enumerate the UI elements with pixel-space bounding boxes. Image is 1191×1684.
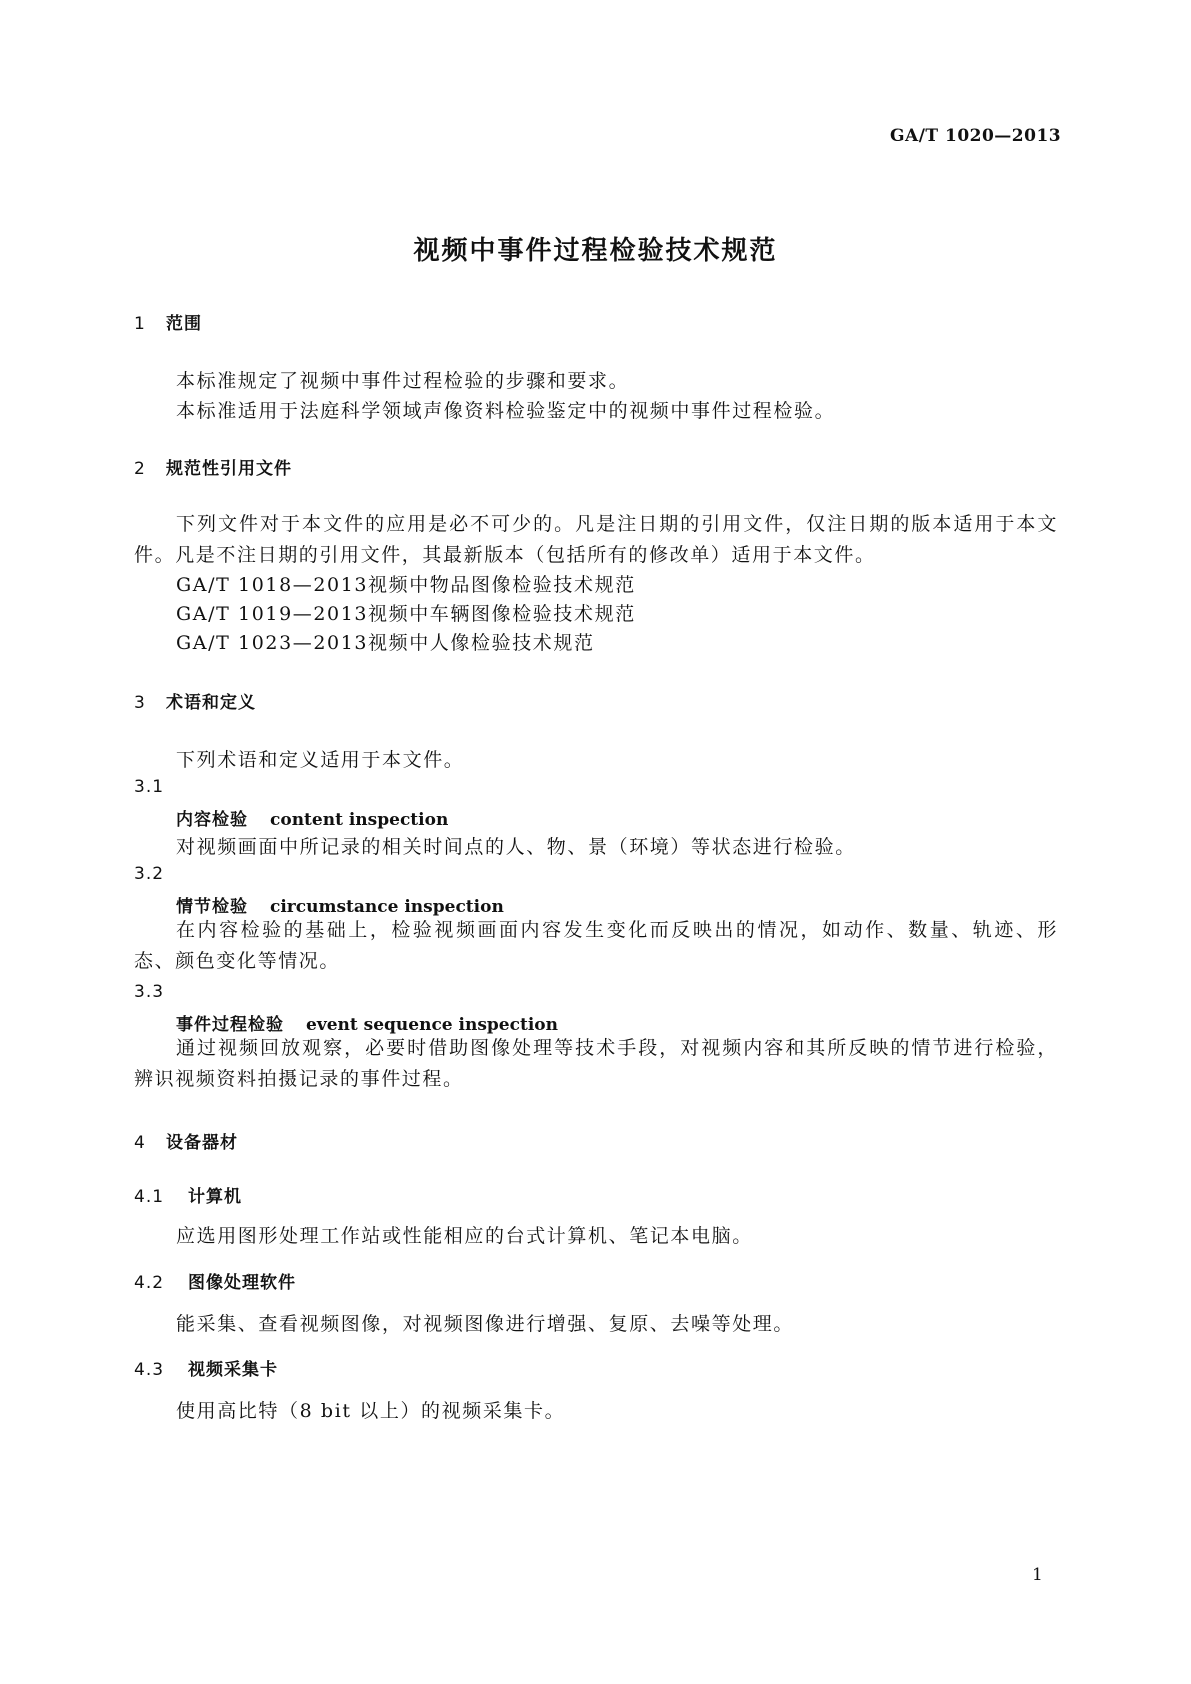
term-en: content inspection [270,810,449,830]
standard-code: GA/T 1020—2013 [890,126,1062,146]
reference-code: GA/T 1023—2013 [176,632,369,654]
term-heading [176,805,448,830]
section-number: 4 [134,1133,146,1153]
section-title: 范围 [166,314,202,334]
term-number: 3.1 [134,777,165,797]
subsection-4-3-heading [134,1355,278,1380]
reference-title: 视频中人像检验技术规范 [368,632,595,654]
term-definition: 对视频画面中所记录的相关时间点的人、物、景（环境）等状态进行检验。 [176,836,856,858]
term-heading [176,892,504,917]
document-title: 视频中事件过程检验技术规范 [413,236,778,266]
section-title: 规范性引用文件 [166,459,292,479]
page-number: 1 [1032,1565,1043,1585]
section-2-heading [134,454,292,479]
paragraph: 下列文件对于本文件的应用是必不可少的。凡是注日期的引用文件，仅注日期的版本适用于本文件。凡是不注日期的引用文件，其最新版本（包括所有的修改单）适用于本文件。 [134,513,1058,566]
term-en: event sequence inspection [306,1015,558,1035]
section-3-heading [134,688,256,713]
term-zh: 内容检验 [176,810,248,830]
term-zh: 事件过程检验 [176,1015,284,1035]
term-definition: 通过视频回放观察，必要时借助图像处理等技术手段，对视频内容和其所反映的情节进行检验，辨识视频资料拍摄记录的事件过程。 [134,1037,1058,1090]
section-number: 2 [134,459,146,479]
term-heading [176,1010,558,1035]
reference-item [176,628,595,655]
subsection-4-1-heading [134,1182,242,1207]
paragraph: 能采集、查看视频图像，对视频图像进行增强、复原、去噪等处理。 [176,1313,795,1335]
reference-item [176,570,636,597]
reference-item [176,599,636,626]
term-number: 3.3 [134,982,165,1002]
paragraph: 下列术语和定义适用于本文件。 [176,749,465,771]
paragraph: 本标准规定了视频中事件过程检验的步骤和要求。 [176,370,630,392]
subsection-title: 计算机 [188,1187,242,1207]
reference-code: GA/T 1019—2013 [176,603,369,625]
reference-title: 视频中物品图像检验技术规范 [368,574,636,596]
term-definition: 在内容检验的基础上，检验视频画面内容发生变化而反映出的情况，如动作、数量、轨迹、形态、颜色变化等情况。 [134,919,1058,972]
subsection-title: 视频采集卡 [188,1360,278,1380]
subsection-number: 4.1 [134,1187,165,1207]
section-title: 设备器材 [166,1133,238,1153]
term-en: circumstance inspection [270,897,504,917]
paragraph: 应选用图形处理工作站或性能相应的台式计算机、笔记本电脑。 [176,1225,753,1247]
subsection-number: 4.2 [134,1273,165,1293]
reference-code: GA/T 1018—2013 [176,574,369,596]
term-zh: 情节检验 [176,897,248,917]
section-1-heading [134,309,202,334]
reference-title: 视频中车辆图像检验技术规范 [368,603,636,625]
section-number: 3 [134,693,146,713]
term-number: 3.2 [134,864,165,884]
section-number: 1 [134,314,146,334]
subsection-number: 4.3 [134,1360,165,1380]
paragraph: 使用高比特（8 bit 以上）的视频采集卡。 [176,1400,566,1422]
subsection-title: 图像处理软件 [188,1273,296,1293]
section-4-heading [134,1128,238,1153]
section-title: 术语和定义 [166,693,256,713]
subsection-4-2-heading [134,1268,296,1293]
paragraph: 本标准适用于法庭科学领域声像资料检验鉴定中的视频中事件过程检验。 [176,400,836,422]
